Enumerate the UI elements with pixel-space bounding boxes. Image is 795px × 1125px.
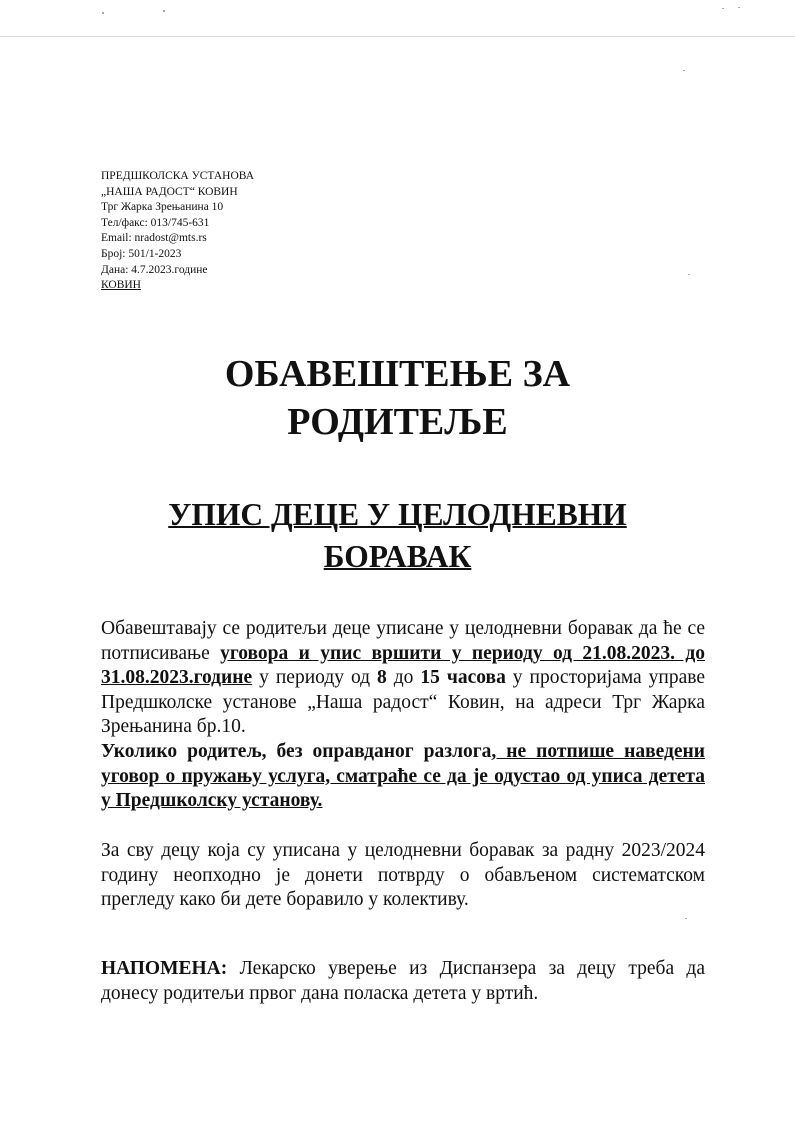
scan-speck [102, 12, 104, 14]
institution-name-line2: „НАША РАДОСТ“ КОВИН [101, 185, 238, 198]
notice-title-line2: РОДИТЕЉЕ [287, 401, 508, 443]
note-paragraph [101, 957, 705, 1006]
warning-rest: , не потпише наведени уговор о пружању услуга, сматраће се да је одустао од уписа детета у Предшколску установу. [101, 740, 705, 812]
note-text: Лекарско уверење из Диспанзера за децу треба да донесу родитељи првог дана поласка детета у вртић. [101, 958, 705, 1004]
hours-from: 8 [377, 667, 387, 689]
scan-speck [683, 70, 685, 71]
document-city: КОВИН [101, 279, 141, 292]
notice-subtitle-line2: БОРАВАК [323, 539, 472, 574]
scan-speck [688, 274, 690, 275]
medical-text: За сву децу која су уписана у целодневни боравак за радну 2023/2024 годину неопходно је донети потврду о обављеном систематском прегледу како би дете боравило у колективу. [101, 840, 705, 911]
medical-paragraph [101, 839, 705, 913]
note-label: НАПОМЕНА: [101, 958, 228, 979]
enrollment-location: у просторијама управе Предшколске установе „Наша радост“ Ковин, на адреси Трг Жарка Зрењанина бр.10. [101, 667, 706, 738]
notice-title-line1: ОБАВЕШТЕЊЕ ЗА [224, 353, 571, 395]
enrollment-period: уговора и упис вршити у периоду од 21.08.2023. до 31.08.2023.године [101, 642, 705, 689]
institution-name-line1: ПРЕДШКОЛСКА УСТАНОВА [101, 170, 255, 182]
enrollment-mid2: до [386, 667, 421, 689]
hours-to: 15 часова [420, 667, 506, 689]
institution-phone: Тел/факс: 013/745-631 [101, 216, 210, 229]
document-date: Дана: 4.7.2023.године [101, 263, 208, 276]
enrollment-mid1: у периоду од [252, 667, 378, 689]
scan-speck [685, 918, 687, 919]
enrollment-intro: Обавештавају се родитељи деце уписане у целодневни боравак да ће се потписивање [101, 618, 705, 664]
institution-address: Трг Жарка Зрењанина 10 [101, 201, 224, 214]
institution-email: Email: nradost@mts.rs [101, 232, 207, 245]
notice-subtitle [0, 494, 795, 578]
notice-subtitle-line1: УПИС ДЕЦЕ У ЦЕЛОДНЕВНИ [168, 497, 627, 532]
scan-speck [722, 8, 724, 9]
scan-edge-line [0, 36, 795, 37]
warning-lead: Уколико родитељ, без оправданог разлога [101, 740, 492, 762]
document-number: Број: 501/1-2023 [101, 247, 182, 260]
notice-title [0, 350, 795, 446]
scan-speck [163, 10, 165, 12]
enrollment-paragraph [101, 617, 705, 814]
scan-speck [738, 7, 740, 8]
sender-header [101, 169, 254, 294]
